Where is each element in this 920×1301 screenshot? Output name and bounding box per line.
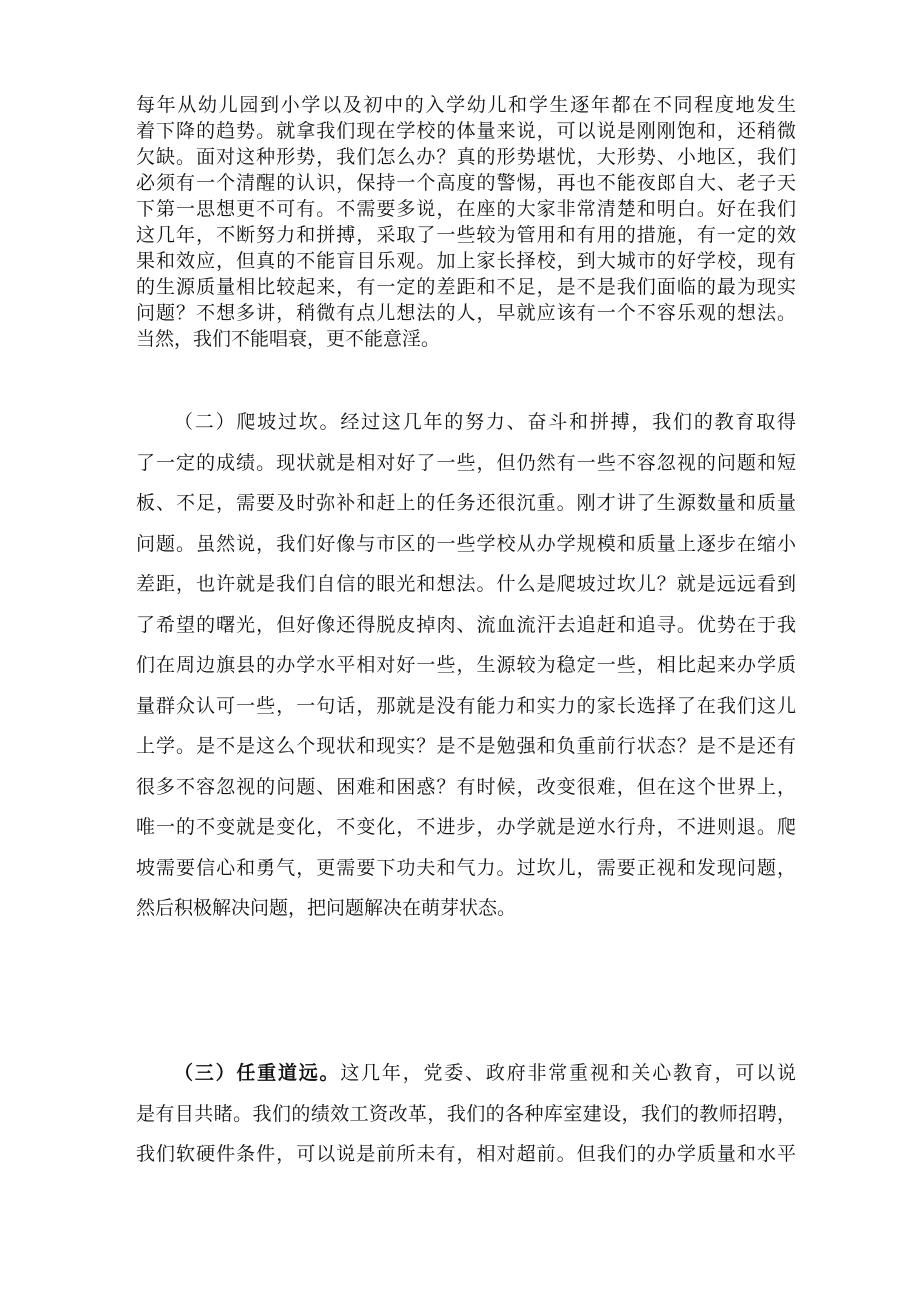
text-line: 我们软硬件条件，可以说是前所未有，相对超前。但我们的办学质量和水平 bbox=[136, 1143, 796, 1165]
text-line: 着下降的趋势。就拿我们现在学校的体量来说，可以说是刚刚饱和，还稍微 bbox=[136, 120, 796, 142]
section-heading: （三）任重道远。 bbox=[174, 1062, 341, 1084]
paragraph-1 bbox=[136, 92, 796, 352]
text-line: 是有目共睹。我们的绩效工资改革，我们的各种库室建设，我们的教师招聘， bbox=[136, 1102, 796, 1125]
text-line: 欠缺。面对这种形势，我们怎么办？真的形势堪忧，大形势、小地区，我们 bbox=[136, 146, 796, 168]
text-line: 唯一的不变就是变化，不变化，不进步，办学就是逆水行舟，不进则退。爬 bbox=[136, 816, 796, 838]
heading-line-text: 这几年，党委、政府非常重视和关心教育，可以说 bbox=[340, 1062, 796, 1084]
text-line-indented: （二）爬坡过坎。经过这几年的努力、奋斗和拼搏，我们的教育取得 bbox=[174, 411, 796, 433]
text-line: 当然，我们不能唱衰，更不能意淫。 bbox=[136, 328, 441, 350]
text-line: 然后积极解决问题，把问题解决在萌芽状态。 bbox=[136, 897, 517, 919]
paragraph-2 bbox=[136, 402, 796, 929]
text-line: 板、不足，需要及时弥补和赶上的任务还很沉重。刚才讲了生源数量和质量 bbox=[136, 492, 796, 514]
text-line: 果和效应，但真的不能盲目乐观。加上家长择校，到大城市的好学校，现有 bbox=[136, 250, 796, 272]
text-line: 上学。是不是这么个现状和现实？是不是勉强和负重前行状态？是不是还有 bbox=[136, 735, 796, 757]
text-line-indented bbox=[136, 1053, 796, 1094]
text-line: 很多不容忽视的问题、困难和困惑？有时候，改变很难，但在这个世界上， bbox=[136, 775, 796, 798]
text-line: 下第一思想更不可有。不需要多说，在座的大家非常清楚和明白。好在我们 bbox=[136, 198, 796, 220]
text-line: 了希望的曙光，但好像还得脱皮掉肉、流血流汗去追赶和追寻。优势在于我 bbox=[136, 613, 796, 636]
text-line: 的生源质量相比较起来，有一定的差距和不足，是不是我们面临的最为现实 bbox=[136, 276, 796, 298]
paragraph-3 bbox=[136, 1053, 796, 1175]
text-line: 差距，也许就是我们自信的眼光和想法。什么是爬坡过坎儿？就是远远看到 bbox=[136, 573, 796, 595]
text-line: 每年从幼儿园到小学以及初中的入学幼儿和学生逐年都在不同程度地发生 bbox=[136, 94, 796, 116]
text-line: 问题？不想多讲，稍微有点儿想法的人，早就应该有一个不容乐观的想法。 bbox=[136, 302, 796, 324]
text-line: 必须有一个清醒的认识，保持一个高度的警惕，再也不能夜郎自大、老子天 bbox=[136, 172, 796, 194]
text-line: 们在周边旗县的办学水平相对好一些，生源较为稳定一些，相比起来办学质 bbox=[136, 654, 796, 676]
text-line: 了一定的成绩。现状就是相对好了一些，但仍然有一些不容忽视的问题和短 bbox=[136, 451, 796, 474]
text-line: 这几年，不断努力和拼搏，采取了一些较为管用和有用的措施，有一定的效 bbox=[136, 224, 796, 246]
text-line: 坡需要信心和勇气，更需要下功夫和气力。过坎儿，需要正视和发现问题， bbox=[136, 856, 796, 879]
text-line: 量群众认可一些，一句话，那就是没有能力和实力的家长选择了在我们这儿 bbox=[136, 694, 796, 717]
text-line: 问题。虽然说，我们好像与市区的一些学校从办学规模和质量上逐步在缩小 bbox=[136, 532, 796, 555]
